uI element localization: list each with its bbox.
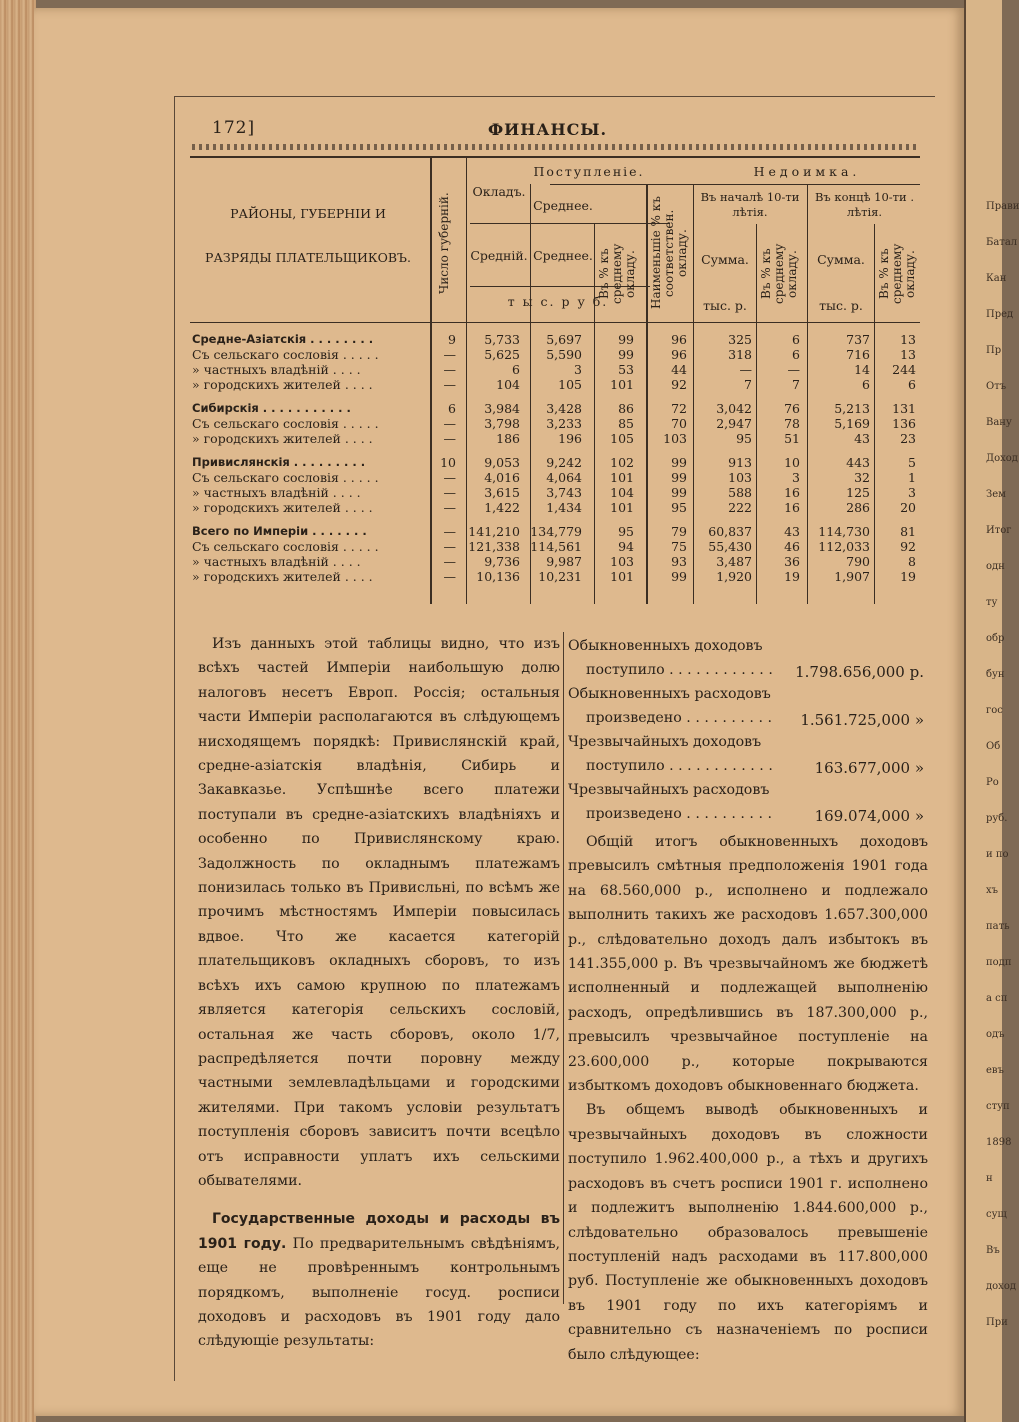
cell-summa-2: 286	[846, 500, 870, 515]
facing-page-fragment: Пр	[986, 345, 1002, 356]
cell-pct-1: 16	[784, 500, 800, 515]
cell-summa-2: 112,033	[818, 539, 870, 554]
facing-page-fragment: доход	[986, 1281, 1016, 1292]
cell-summa-1: 2,947	[716, 416, 752, 431]
table-row	[190, 347, 920, 362]
cell-postuplenie: 114,561	[530, 539, 582, 554]
table-row	[190, 332, 920, 347]
cell-gub: —	[443, 377, 456, 392]
col-num-gubernias: Число губерній.	[437, 192, 451, 294]
table-row	[190, 470, 920, 485]
col-summa-2: Сумма.	[817, 252, 865, 267]
facing-page-fragment: гос	[986, 705, 1003, 716]
facing-page-fragment: Ро	[986, 777, 999, 788]
cell-pct: 104	[610, 485, 634, 500]
facing-page-fragment: бун	[986, 669, 1005, 680]
units-label: т ы с. р у б.	[507, 294, 609, 309]
facing-page-fragment: а сп	[986, 993, 1008, 1004]
row-label: » частныхъ владѣній . . . .	[192, 554, 361, 569]
row-header-line1: РАЙОНЫ, ГУБЕРНІИ И	[230, 206, 386, 221]
right-column	[568, 634, 928, 1367]
cell-gub: 10	[440, 455, 456, 470]
cell-pct: 94	[618, 539, 634, 554]
cell-postuplenie: 105	[558, 377, 582, 392]
cell-pct-1: 3	[792, 470, 800, 485]
cell-postuplenie: 5,590	[546, 347, 582, 362]
col-srednee-top: Среднее.	[533, 198, 593, 213]
col-oklad: Окладъ.	[472, 184, 526, 199]
cell-naimen: 79	[671, 524, 687, 539]
facing-page-fragment: При	[986, 1317, 1008, 1328]
cell-postuplenie: 3,428	[546, 401, 582, 416]
cell-pct: 99	[618, 347, 634, 362]
cell-gub: —	[443, 485, 456, 500]
row-label: » городскихъ жителей . . . .	[192, 431, 373, 446]
entry-label: Чрезвычайныхъ расходовъ	[568, 782, 770, 798]
col-kontse: Въ концѣ 10-ти . лѣтія.	[814, 190, 915, 219]
cell-summa-1: 318	[728, 347, 752, 362]
col-pct-srednemu: Въ % къ среднему окладу.	[597, 243, 637, 305]
cell-naimen: 72	[671, 401, 687, 416]
cell-sredniy: 6	[512, 362, 520, 377]
cell-gub: —	[443, 470, 456, 485]
table-row	[190, 554, 920, 569]
cell-pct-2: 23	[900, 431, 916, 446]
cell-naimen: 75	[671, 539, 687, 554]
cell-summa-2: 43	[854, 431, 870, 446]
facing-page-fragment: Прави	[986, 201, 1019, 212]
col-srednee: Среднее.	[533, 248, 593, 263]
facing-page-fragment: Отъ	[986, 381, 1007, 392]
cell-naimen: 93	[671, 554, 687, 569]
cell-summa-1: 222	[728, 500, 752, 515]
facing-page-fragment: Батал	[986, 237, 1018, 248]
cell-pct: 85	[618, 416, 634, 431]
cell-naimen: 99	[671, 455, 687, 470]
cell-gub: —	[443, 569, 456, 584]
cell-summa-2: 5,169	[834, 416, 870, 431]
cell-sredniy: 141,210	[468, 524, 520, 539]
cell-pct: 95	[618, 524, 634, 539]
cell-gub: —	[443, 500, 456, 515]
facing-page-fragment: Итог	[986, 525, 1012, 536]
tax-table	[190, 156, 920, 606]
table-row	[190, 401, 920, 416]
facing-page-fragment: хъ	[986, 885, 999, 896]
cell-pct-1: 43	[784, 524, 800, 539]
budget-entry	[568, 634, 928, 682]
cell-pct-2: 5	[908, 455, 916, 470]
cell-sredniy: 186	[496, 431, 520, 446]
cell-summa-2: 32	[854, 470, 870, 485]
cell-postuplenie: 10,231	[538, 569, 582, 584]
row-label: » городскихъ жителей . . . .	[192, 569, 373, 584]
row-label: » частныхъ владѣній . . . .	[192, 362, 361, 377]
table-rule	[470, 223, 670, 224]
cell-pct-2: 81	[900, 524, 916, 539]
facing-page-fragment: одн	[986, 561, 1005, 572]
facing-page-fragment: 1898	[986, 1137, 1012, 1148]
section-heading: Государственные доходы и расходы въ 1901 году.	[198, 1211, 560, 1252]
cell-pct-2: 13	[900, 332, 916, 347]
cell-pct-2: 92	[900, 539, 916, 554]
cell-postuplenie: 5,697	[546, 332, 582, 347]
cell-gub: —	[443, 362, 456, 377]
cell-summa-1: 3,042	[716, 401, 752, 416]
cell-postuplenie: 196	[558, 431, 582, 446]
cell-postuplenie: 1,434	[546, 500, 582, 515]
cell-postuplenie: 9,987	[546, 554, 582, 569]
cell-naimen: 96	[671, 347, 687, 362]
cell-pct-2: 13	[900, 347, 916, 362]
cell-gub: —	[443, 524, 456, 539]
table-row	[190, 524, 920, 539]
row-header-line2: РАЗРЯДЫ ПЛАТЕЛЬЩИКОВЪ.	[205, 250, 411, 265]
cell-sredniy: 4,016	[484, 470, 520, 485]
cell-pct-2: 1	[908, 470, 916, 485]
entry-label: Обыкновенныхъ доходовъ	[568, 638, 763, 654]
cell-postuplenie: 3	[574, 362, 582, 377]
table-row	[190, 416, 920, 431]
row-label: » городскихъ жителей . . . .	[192, 377, 373, 392]
cell-pct-2: 131	[892, 401, 916, 416]
cell-pct-2: 136	[892, 416, 916, 431]
cell-summa-1: 95	[736, 431, 752, 446]
facing-page-fragment: Въ	[986, 1245, 1000, 1256]
facing-page-fragment: и по	[986, 849, 1009, 860]
col-postuplenie: Поступленіе.	[533, 164, 645, 179]
facing-page-fragment: ступ	[986, 1101, 1010, 1112]
cell-sredniy: 9,053	[484, 455, 520, 470]
cell-summa-1: 3,487	[716, 554, 752, 569]
facing-page-edge	[964, 0, 1019, 1422]
facing-page-fragment: Пред	[986, 309, 1014, 320]
cell-postuplenie: 3,233	[546, 416, 582, 431]
left-column	[198, 632, 560, 1354]
cell-gub: —	[443, 539, 456, 554]
row-label: Съ сельскаго сословія . . . . .	[192, 347, 379, 362]
cell-pct: 53	[618, 362, 634, 377]
cell-naimen: 99	[671, 569, 687, 584]
cell-summa-2: 1,907	[834, 569, 870, 584]
section-text: По предварительнымъ свѣдѣніямъ, еще не провѣреннымъ контрольнымъ порядкомъ, выполненіе госуд. росписи доходовъ и расходовъ въ 1901 году дало слѣдующіе результаты:	[198, 1235, 560, 1350]
cell-naimen: 99	[671, 470, 687, 485]
row-label: Всего по Имперіи . . . . . . .	[192, 524, 367, 538]
cell-summa-2: 5,213	[834, 401, 870, 416]
col-nedoimka: Недоимка.	[753, 164, 861, 179]
row-label: Съ сельскаго сословія . . . . .	[192, 416, 379, 431]
cell-pct: 101	[610, 569, 634, 584]
facing-page-fragment: н	[986, 1173, 993, 1184]
cell-summa-2: 443	[846, 455, 870, 470]
cell-pct-1: 6	[792, 332, 800, 347]
cell-postuplenie: 9,242	[546, 455, 582, 470]
facing-page-fragment: Кан	[986, 273, 1007, 284]
facing-page-fragment: руб.	[986, 813, 1008, 824]
row-label: Съ сельскаго сословія . . . . .	[192, 539, 379, 554]
entry-sublabel: произведено . . . . . . . . . .	[586, 710, 772, 726]
cell-postuplenie: 3,743	[546, 485, 582, 500]
cell-pct-2: 19	[900, 569, 916, 584]
row-label: » городскихъ жителей . . . .	[192, 500, 373, 515]
facing-page-fragment: Доход	[986, 453, 1018, 464]
table-row	[190, 362, 920, 377]
cell-pct: 101	[610, 500, 634, 515]
col-summa-1: Сумма.	[701, 252, 749, 267]
cell-summa-1: 1,920	[716, 569, 752, 584]
cell-pct-1: 7	[792, 377, 800, 392]
cell-pct: 102	[610, 455, 634, 470]
cell-sredniy: 1,422	[484, 500, 520, 515]
cell-gub: —	[443, 347, 456, 362]
entry-amount: 169.074,000 »	[814, 807, 924, 825]
ornamental-rule	[192, 144, 918, 150]
cell-naimen: 99	[671, 485, 687, 500]
cell-pct-2: 20	[900, 500, 916, 515]
cell-summa-1: 7	[744, 377, 752, 392]
entry-label: Обыкновенныхъ расходовъ	[568, 686, 771, 702]
cell-pct-1: 51	[784, 431, 800, 446]
facing-page-fragment: Зем	[986, 489, 1006, 500]
col-nachale: Въ началѣ 10-ти лѣтія.	[700, 190, 800, 219]
cell-summa-2: 125	[846, 485, 870, 500]
units-label-3: тыс. р.	[819, 298, 863, 313]
cell-gub: —	[443, 431, 456, 446]
cell-pct: 101	[610, 470, 634, 485]
cell-sredniy: 104	[496, 377, 520, 392]
cell-summa-2: 6	[862, 377, 870, 392]
table-rule	[550, 184, 920, 185]
cell-naimen: 92	[671, 377, 687, 392]
paragraph: Общій итогъ обыкновенныхъ доходовъ превысилъ смѣтныя предположенія 1901 года на 68.560,000 р., исполнено и подлежало выполнить такихъ же расходовъ 1.657.300,000 р., слѣдовательно доходъ далъ избытокъ въ 141.355,000 р. Въ чрезвычайномъ же бюджетѣ исполненный и подлежащей выполненію расходъ, опредѣлившись въ 187.300,000 р., превысилъ чрезвычайное поступленіе на 23.600,000 р., которые покрываются избыткомъ доходовъ обыкновеннаго бюджета.	[568, 834, 928, 1095]
cell-pct-1: 16	[784, 485, 800, 500]
book-page-edges	[0, 0, 36, 1422]
entry-sublabel: произведено . . . . . . . . . .	[586, 806, 772, 822]
cell-pct-1: 78	[784, 416, 800, 431]
cell-gub: —	[443, 554, 456, 569]
facing-page-fragment: пать	[986, 921, 1010, 932]
cell-sredniy: 10,136	[476, 569, 520, 584]
entry-amount: 1.798.656,000 р.	[795, 663, 924, 681]
paragraph: Изъ данныхъ этой таблицы видно, что изъ всѣхъ частей Имперіи наибольшую долю налоговъ несетъ Европ. Россія; остальныя части Имперіи располагаются въ слѣдующемъ нисходящемъ порядкѣ: Привислянскій край, средне-азіатскія владѣнія, Сибирь и Закавказье. Успѣшнѣе всего платежи поступали въ средне-азіатскихъ владѣніяхъ и особенно по Привислянскому краю. Задолжность по окладнымъ платежамъ понизилась только въ Привисльнi, по всѣмъ же прочимъ мѣстностямъ Имперіи повысилась вдвое. Что же касается категорій плательщиковъ окладныхъ сборовъ, то изъ всѣхъ ихъ самою крупною по платежамъ является категорія сельскихъ сословій, остальная же часть сборовъ, около 1/7, распредѣляется почти поровну между частными землевладѣльцами и городскими жителями. При такомъ условіи результатъ поступленія сборовъ зависитъ почти всецѣло отъ исправности уплатъ ихъ сельскими обывателями.	[198, 636, 560, 1189]
cell-sredniy: 9,736	[484, 554, 520, 569]
cell-postuplenie: 134,779	[530, 524, 582, 539]
cell-pct-2: 6	[908, 377, 916, 392]
table-row	[190, 455, 920, 470]
entry-label: Чрезвычайныхъ доходовъ	[568, 734, 762, 750]
table-top-rule	[190, 156, 920, 158]
col-pct-naimen: Наименьшіе % къ соответствен. окладу.	[649, 196, 689, 310]
cell-naimen: 44	[671, 362, 687, 377]
cell-sredniy: 5,625	[484, 347, 520, 362]
cell-pct: 99	[618, 332, 634, 347]
facing-page-fragment: подп	[986, 957, 1012, 968]
cell-summa-1: 103	[728, 470, 752, 485]
table-row	[190, 485, 920, 500]
cell-sredniy: 5,733	[484, 332, 520, 347]
facing-page-fragment: ту	[986, 597, 998, 608]
cell-summa-2: 716	[846, 347, 870, 362]
cell-pct-1: 36	[784, 554, 800, 569]
cell-sredniy: 3,798	[484, 416, 520, 431]
cell-summa-1: 325	[728, 332, 752, 347]
cell-summa-2: 14	[854, 362, 870, 377]
cell-summa-1: —	[739, 362, 752, 377]
facing-page-fragment: евъ	[986, 1065, 1004, 1076]
cell-postuplenie: 4,064	[546, 470, 582, 485]
facing-page-fragment: Вану	[986, 417, 1012, 428]
table-row	[190, 431, 920, 446]
cell-naimen: 70	[671, 416, 687, 431]
cell-gub: —	[443, 416, 456, 431]
entry-sublabel: поступило . . . . . . . . . . . .	[586, 758, 773, 774]
facing-page-fragment: обр	[986, 633, 1005, 644]
cell-gub: 9	[448, 332, 456, 347]
facing-page-fragment: одъ	[986, 1029, 1005, 1040]
column-divider	[563, 632, 564, 1304]
cell-summa-1: 55,430	[708, 539, 752, 554]
entry-amount: 1.561.725,000 »	[800, 711, 924, 729]
row-label: » частныхъ владѣній . . . .	[192, 485, 361, 500]
cell-pct-2: 3	[908, 485, 916, 500]
cell-gub: 6	[448, 401, 456, 416]
running-head: ФИНАНСЫ.	[488, 120, 608, 139]
page-number: 172]	[212, 118, 256, 138]
cell-pct: 101	[610, 377, 634, 392]
cell-pct: 103	[610, 554, 634, 569]
row-label: Съ сельскаго сословія . . . . .	[192, 470, 379, 485]
paragraph: Въ общемъ выводѣ обыкновенныхъ и чрезвычайныхъ доходовъ въ сложности поступило 1.962.400,000 р., а тѣхъ и другихъ расходовъ въ счетъ росписи 1901 г. исполнено и подлежитъ выполненію 1.844.600,000 р., слѣдовательно образовалось превышеніе поступленій надъ расходами въ 117.800,000 руб. Поступленіе же обыкновенныхъ доходовъ въ 1901 году по ихъ категоріямъ и сравнительно съ назначеніемъ по росписи было слѣдующее:	[568, 1102, 928, 1363]
cell-summa-1: 913	[728, 455, 752, 470]
cell-pct-1: 46	[784, 539, 800, 554]
col-pct-oklad-2: Въ % къ среднему окладу.	[877, 243, 917, 305]
cell-sredniy: 3,984	[484, 401, 520, 416]
row-label: Привислянскія . . . . . . . . .	[192, 455, 366, 469]
cell-pct-1: 6	[792, 347, 800, 362]
cell-pct-2: 8	[908, 554, 916, 569]
cell-naimen: 96	[671, 332, 687, 347]
cell-pct: 86	[618, 401, 634, 416]
cell-pct: 105	[610, 431, 634, 446]
units-label-2: тыс. р.	[703, 298, 747, 313]
col-pct-oklad-1: Въ % къ среднему окладу.	[759, 243, 799, 305]
cell-naimen: 103	[663, 431, 687, 446]
entry-amount: 163.677,000 »	[814, 759, 924, 777]
facing-page-fragment: Об	[986, 741, 1001, 752]
cell-pct-2: 244	[892, 362, 916, 377]
col-sredniy: Средній.	[470, 248, 528, 263]
budget-entry	[568, 682, 928, 730]
cell-summa-2: 790	[846, 554, 870, 569]
row-label: Сибирскія . . . . . . . . . . .	[192, 401, 351, 415]
table-row	[190, 539, 920, 554]
row-label: Средне-Азіатскія . . . . . . . .	[192, 332, 374, 346]
cell-summa-1: 60,837	[708, 524, 752, 539]
table-row	[190, 500, 920, 515]
cell-pct-1: 19	[784, 569, 800, 584]
table-row	[190, 569, 920, 584]
cell-summa-1: 588	[728, 485, 752, 500]
budget-entry	[568, 778, 928, 826]
cell-summa-2: 114,730	[818, 524, 870, 539]
entry-sublabel: поступило . . . . . . . . . . . .	[586, 662, 773, 678]
cell-naimen: 95	[671, 500, 687, 515]
table-header-rule	[190, 322, 920, 323]
cell-pct-1: 10	[784, 455, 800, 470]
cell-pct-1: 76	[784, 401, 800, 416]
budget-entry	[568, 730, 928, 778]
facing-page-fragment: сущ	[986, 1209, 1007, 1220]
cell-sredniy: 3,615	[484, 485, 520, 500]
cell-summa-2: 737	[846, 332, 870, 347]
table-row	[190, 377, 920, 392]
cell-pct-1: —	[787, 362, 800, 377]
section-paragraph	[198, 1207, 560, 1353]
cell-sredniy: 121,338	[468, 539, 520, 554]
